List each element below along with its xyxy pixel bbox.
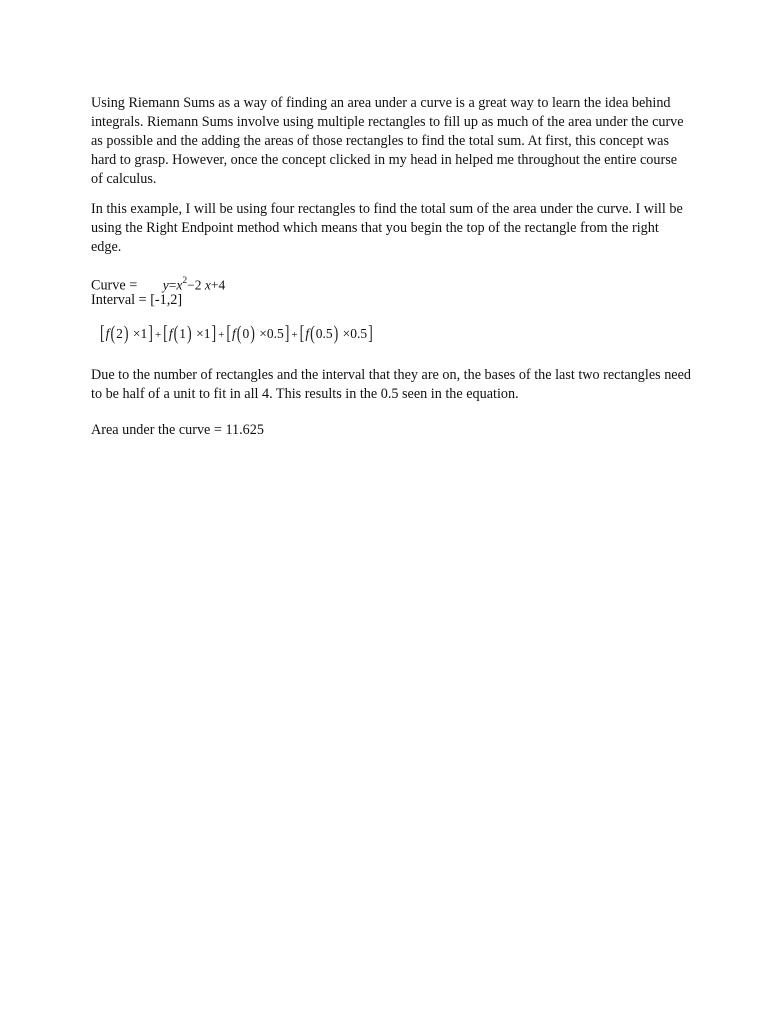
eq-plus-3: + xyxy=(291,329,298,341)
eq-term-2-times: × xyxy=(196,326,204,341)
example-paragraph: In this example, I will be using four rectangles to find the total sum of the area under the curve. I will be using the Right Endpoint method which means that you begin the top of the rectangle from the right edge. xyxy=(91,201,683,255)
interval-line: Interval = [-1,2] xyxy=(91,292,183,308)
eq-term-2-arg: 1 xyxy=(179,326,187,341)
eq-term-1-arg: 2 xyxy=(116,326,123,341)
eq-term-1-width: 1 xyxy=(140,326,148,341)
area-result: Area under the curve = 11.625 xyxy=(91,422,264,438)
eq-term-3-arg: 0 xyxy=(242,326,250,341)
curve-eq-x2: x xyxy=(204,277,211,293)
eq-term-3-times: × xyxy=(259,326,267,341)
eq-term-2-f: f xyxy=(168,326,173,341)
eq-term-4-f: f xyxy=(305,326,310,341)
eq-term-1-times: × xyxy=(132,326,141,341)
intro-paragraph: Using Riemann Sums as a way of finding an area under a curve is a great way to learn the idea behind integrals. Riemann Sums involve using multiple rectangles to fill up as much of the area under the curve as possible and the adding the areas of those rectangles to find the total sum. At first, this concept was hard to grasp. However, once the concept clicked in my head in helped me throughout the entire course of calculus. xyxy=(91,95,684,187)
eq-plus-1: + xyxy=(154,329,162,341)
eq-term-4-times: × xyxy=(342,326,351,341)
curve-eq-minus-two: −2 xyxy=(187,277,202,293)
eq-term-1-f: f xyxy=(105,326,110,341)
eq-term-3-width: 0.5 xyxy=(266,326,284,341)
eq-term-4-arg: 0.5 xyxy=(315,326,333,341)
eq-term-2-width: 1 xyxy=(203,326,211,341)
explanation-paragraph: Due to the number of rectangles and the interval that they are on, the bases of the last two rectangles need to be half of a unit to fit in all 4. This results in the 0.5 seen in the equation. xyxy=(91,367,691,402)
eq-plus-2: + xyxy=(218,329,225,341)
eq-term-3-f: f xyxy=(232,326,236,341)
curve-eq-x: x xyxy=(176,277,183,293)
curve-eq-exponent: 2 xyxy=(182,276,188,286)
curve-eq-y: y xyxy=(162,277,169,293)
curve-eq-plus-four: +4 xyxy=(210,277,226,293)
curve-label: Curve = xyxy=(91,277,138,294)
curve-eq-equals: = xyxy=(168,277,177,293)
riemann-sum-equation: [f(2) ×1] + [f(1) ×1] + [f(0) ×0.5] + [f(0.5) ×0.5] xyxy=(100,323,373,346)
eq-term-4-width: 0.5 xyxy=(350,326,368,341)
